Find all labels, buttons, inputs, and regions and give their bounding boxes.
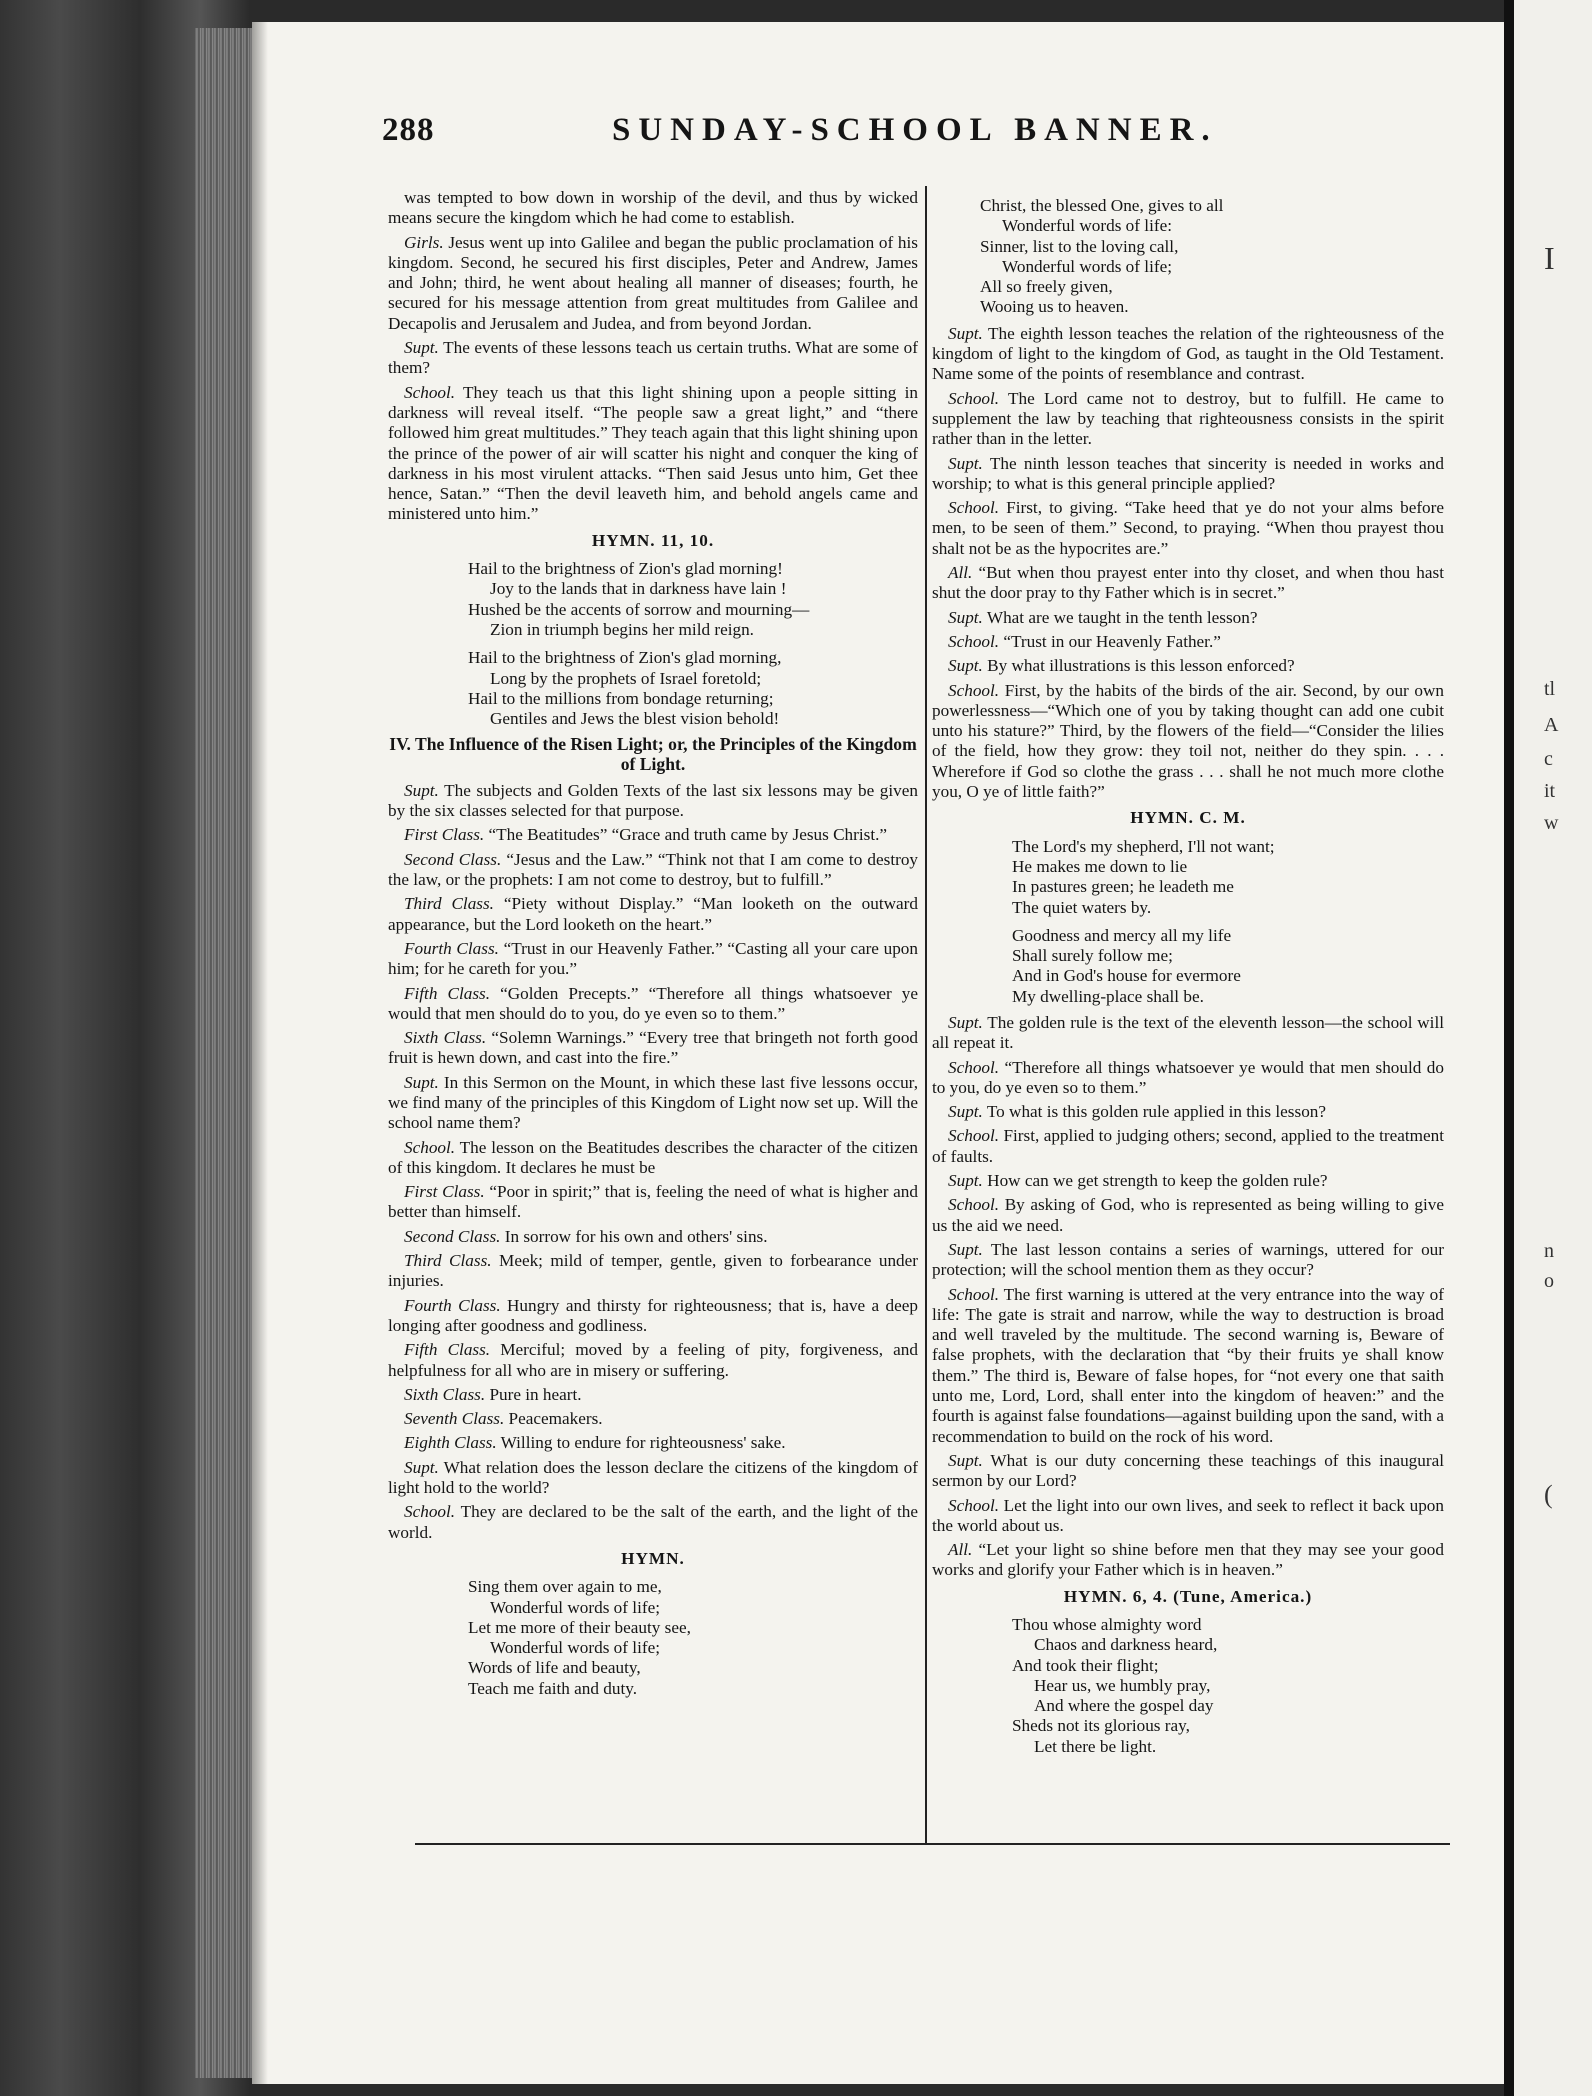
speaker-label: Fifth Class. [404,1340,491,1360]
paragraph-text: The first warning is uttered at the very entrance into the way of life: The gate is strait and narrow, while the way to destruction is broad and well traveled by the multitude. The second warning is, Beware of false prophets, with the declaration that “by their fruits ye shall know them.” The third is, Beware of false hopes, for “not every one that saith unto me, Lord, Lord, shall enter into the kingdom of heaven:” and the fourth is against false foundations—against building upon the sand, with a recommendation to build on the rock of his word. [932,1284,1444,1446]
hymn-line: Christ, the blessed One, gives to all [980,196,1224,215]
speaker-label: School. [948,1495,1000,1515]
dialogue-paragraph [932,1013,1444,1054]
dialogue-paragraph [388,1227,918,1247]
dialogue-paragraph [388,1433,918,1453]
hymn-title: HYMN. 6, 4. (Tune, America.) [1063,1586,1313,1606]
hymn-line: Goodness and mercy all my life [1012,925,1232,945]
speaker-label: School. [948,498,1000,518]
column-divider [925,186,927,1844]
hymn-verse [932,196,1444,318]
speaker-label: School. [948,388,1000,408]
hymn-verse [388,559,918,640]
paragraph-text: The eighth lesson teaches the relation of the righteousness of the kingdom of light to the kingdom of God, as taught in the Old Testament. Name some of the points of resemblance and contrast. [932,323,1444,384]
hymn-line: All so freely given, [980,277,1113,297]
hymn-line: The Lord's my shepherd, I'll not want; [1012,836,1275,856]
dialogue-paragraph [932,1058,1444,1099]
hymn-line: And in God's house for evermore [1012,966,1241,986]
speaker-label: School. [948,1057,1000,1077]
speaker-label: First Class. [404,1182,485,1202]
dialogue-paragraph [388,1409,918,1429]
paragraph-text: was tempted to bow down in worship of the devil, and thus by wicked means secure the kingdom which he had come to establish. [388,188,918,228]
dialogue-paragraph [932,389,1444,450]
speaker-label: Supt. [948,1012,983,1032]
dialogue-paragraph [388,939,918,980]
paragraph-text: They teach us that this light shining upon a people sitting in darkness will reveal itself. “The people saw a great light,” and “there followed him great multitudes.” They teach again that this light shining upon the prince of the power of air will scatter his night and conquer the king of darkness in his most virulent attacks. “Then said Jesus unto him, Get thee hence, Satan.” “Then the devil leaveth him, and behold angels came and ministered unto him.” [388,382,918,524]
speaker-label: Fourth Class. [404,1295,501,1315]
facing-page-fragment: A [1544,714,1559,736]
speaker-label: Third Class. [404,1251,492,1271]
facing-page-fragment: w [1544,812,1559,834]
paragraph-text: “Poor in spirit;” that is, feeling the need of what is higher and better than himself. [388,1182,918,1222]
speaker-label: Supt. [404,780,439,800]
dialogue-paragraph [388,850,918,891]
paragraph-text: Merciful; moved by a feeling of pity, forgiveness, and helpfulness for all who are in misery or suffering. [388,1340,918,1380]
paragraph-text: What relation does the lesson declare the citizens of the kingdom of light hold to the world? [388,1457,918,1498]
dialogue-paragraph [388,338,918,379]
hymn-line: Let me more of their beauty see, [468,1617,691,1637]
speaker-label: School. [948,1284,1000,1304]
paragraph-text: By what illustrations is this lesson enforced? [982,656,1295,676]
dialogue-paragraph [388,188,918,229]
hymn-line: Wooing us to heaven. [980,297,1129,317]
paragraph-text: “Golden Precepts.” “Therefore all things whatsoever ye would that men should do to you, do ye even so to them.” [388,983,918,1023]
paragraph-text: Meek; mild of temper, gentle, given to forbearance under injuries. [388,1251,918,1291]
facing-page-fragment: tl [1544,678,1556,700]
speaker-label: Supt. [948,1102,983,1122]
speaker-label: Sixth Class. [404,1028,487,1048]
paragraph-text: The events of these lessons teach us certain truths. What are some of them? [388,338,918,378]
dialogue-paragraph [932,1451,1444,1492]
facing-page-fragment: n [1544,1240,1554,1262]
paragraph-text: The subjects and Golden Texts of the last six lessons may be given by the six classes selected for that purpose. [388,780,918,821]
page-title: SUNDAY-SCHOOL BANNER. [612,112,1218,148]
paragraph-text: The ninth lesson teaches that sincerity is needed in works and worship; to what is this general principle applied? [932,453,1444,493]
hymn-verse [932,1615,1444,1757]
dialogue-paragraph [932,324,1444,385]
dialogue-paragraph [932,1496,1444,1537]
facing-page-fragment: it [1544,780,1556,802]
dialogue-paragraph [388,1296,918,1337]
paragraph-text: “Trust in our Heavenly Father.” “Casting all your care upon him; for he careth for you.” [388,938,918,979]
speaker-label: Supt. [948,1171,983,1191]
hymn-title: HYMN. [621,1548,685,1568]
speaker-label: Fifth Class. [404,983,491,1003]
dialogue-paragraph [388,1028,918,1069]
dialogue-paragraph [388,1385,918,1405]
dialogue-paragraph [932,1126,1444,1167]
dialogue-paragraph [932,656,1444,676]
hymn-line: He makes me down to lie [1012,856,1188,876]
paragraph-text: The Lord came not to destroy, but to fulfill. He came to supplement the law by teaching that righteousness consists in the spirit rather than in the letter. [932,388,1444,449]
paragraph-text: They are declared to be the salt of the earth, and the light of the world. [388,1502,918,1542]
paragraph-text: “Trust in our Heavenly Father.” [999,631,1221,651]
paragraph-text: The lesson on the Beatitudes describes the character of the citizen of this kingdom. It declares he must be [388,1137,918,1177]
speaker-label: Supt. [948,656,983,676]
hymn-line: In pastures green; he leadeth me [1012,877,1234,897]
dialogue-paragraph [932,1285,1444,1447]
hymn-verse [932,837,1444,918]
paragraph-text: “Therefore all things whatsoever ye would that men should do to you, do ye even so to them.” [932,1057,1444,1097]
facing-page-edge [1504,0,1592,2096]
dialogue-paragraph [388,1073,918,1134]
dialogue-paragraph [932,454,1444,495]
speaker-label: Supt. [404,1072,439,1092]
paragraph-text: The golden rule is the text of the eleventh lesson—the school will all repeat it. [932,1012,1444,1053]
hymn-line: Wonderful words of life; [1002,256,1172,276]
hymn-line: Wonderful words of life; [490,1597,660,1617]
dialogue-paragraph [932,1102,1444,1122]
dialogue-paragraph [388,1502,918,1543]
speaker-label: Fourth Class. [404,938,499,958]
dialogue-paragraph [932,1195,1444,1236]
left-column [388,188,918,1705]
hymn-title: HYMN. C. M. [1130,808,1246,828]
paragraph-text: “But when thou prayest enter into thy closet, and when thou hast shut the door pray to thy Father which is in secret.” [932,563,1444,603]
hymn-verse [388,648,918,729]
speaker-label: Supt. [948,1450,983,1470]
hymn-line: Joy to the lands that in darkness have lain ! [490,579,787,599]
paragraph-text: “Piety without Display.” “Man looketh on the outward appearance, but the Lord looketh on the heart.” [388,894,918,934]
hymn-line: Let there be light. [1034,1736,1157,1756]
paragraph-text: First, applied to judging others; second, applied to the treatment of faults. [932,1126,1444,1166]
hymn-line: Gentiles and Jews the blest vision behold! [490,709,780,729]
paragraph-text: The last lesson contains a series of warnings, uttered for our protection; will the school mention them as they occur? [932,1239,1444,1280]
paragraph-text: In this Sermon on the Mount, in which these last five lessons occur, we find many of the principles of this Kingdom of Light now set up. Will the school name them? [388,1072,918,1133]
hymn-verse [932,926,1444,1007]
hymn-line: Sing them over again to me, [468,1577,662,1597]
speaker-label: School. [404,1502,456,1522]
speaker-label: Seventh Class. [404,1409,505,1429]
running-head [382,112,1462,162]
dialogue-paragraph [932,608,1444,628]
dialogue-paragraph [388,1182,918,1223]
paragraph-text: Willing to endure for righteousness' sake. [496,1433,786,1453]
gutter-shadow [252,22,268,2084]
speaker-label: Supt. [404,1457,439,1477]
speaker-label: Supt. [948,323,983,343]
dialogue-paragraph [388,1138,918,1179]
dialogue-paragraph [388,383,918,525]
page-number: 288 [382,112,435,148]
hymn-line: Hear us, we humbly pray, [1034,1675,1211,1695]
speaker-label: All. [948,1540,973,1560]
hymn-line: Words of life and beauty, [468,1658,641,1678]
hymn-line: Shall surely follow me; [1012,946,1173,966]
dialogue-paragraph [932,632,1444,652]
hymn-line: The quiet waters by. [1012,897,1152,917]
dialogue-paragraph [932,563,1444,604]
speaker-label: School. [948,680,1000,700]
hymn-line: Wonderful words of life; [490,1638,660,1658]
dialogue-paragraph [388,894,918,935]
dialogue-paragraph [388,1340,918,1381]
hymn-line: Teach me faith and duty. [468,1678,638,1698]
speaker-label: Sixth Class. [404,1384,486,1404]
dialogue-paragraph [388,825,918,845]
speaker-label: Supt. [948,1239,983,1259]
dialogue-paragraph [388,1251,918,1292]
dialogue-paragraph [388,233,918,334]
speaker-label: First Class. [404,825,485,845]
speaker-label: School. [948,1126,1000,1146]
hymn-line: And took their flight; [1012,1655,1159,1675]
hymn-line: Hail to the brightness of Zion's glad morning! [468,559,783,579]
dialogue-paragraph [932,498,1444,559]
speaker-label: School. [404,1137,456,1157]
hymn-line: Zion in triumph begins her mild reign. [490,619,754,639]
section-heading: IV. The Influence of the Risen Light; or, the Principles of the Kingdom of Light. [389,734,917,775]
speaker-label: Girls. [404,232,444,252]
bottom-rule [415,1843,1450,1845]
paragraph-text: Peacemakers. [504,1409,603,1429]
paragraph-text: What are we taught in the tenth lesson? [982,607,1258,627]
paragraph-text: By asking of God, who is represented as being willing to give us the aid we need. [932,1195,1444,1235]
paragraph-text: Jesus went up into Galilee and began the public proclamation of his kingdom. Second, he secured his first disciples, Peter and Andrew, James and John; third, he went about healing all manner of diseases; fourth, he secured for his message attention from great multitudes from Galilee and Decapolis and Jerusalem and Judea, and from beyond Jordan. [388,232,918,333]
hymn-line: My dwelling-place shall be. [1012,986,1204,1006]
speaker-label: Supt. [948,453,983,473]
speaker-label: Eighth Class. [404,1433,497,1453]
hymn-line: Sinner, list to the loving call, [980,236,1179,256]
hymn-line: Wonderful words of life: [1002,216,1172,236]
hymn-verse [388,1577,918,1699]
right-column [932,188,1444,1763]
hymn-line: Chaos and darkness heard, [1034,1635,1218,1655]
paragraph-text: “Jesus and the Law.” “Think not that I am come to destroy the law, or the prophets: I am not come to destroy, but to fulfill.” [388,849,919,890]
dialogue-paragraph [932,681,1444,803]
hymn-line: Long by the prophets of Israel foretold; [490,668,762,688]
dialogue-paragraph [932,1540,1444,1581]
paragraph-text: First, to giving. “Take heed that ye do not your alms before men, to be seen of them.” Second, to praying. “When thou prayest thou shalt not be as the hypocrites are.” [932,498,1444,558]
speaker-label: Second Class. [404,849,502,869]
hymn-line: Hushed be the accents of sorrow and mourning— [468,599,810,619]
book-fore-edge [195,28,255,2078]
facing-page-fragment: c [1544,748,1553,770]
paragraph-text: What is our duty concerning these teachings of this inaugural sermon by our Lord? [932,1450,1444,1491]
paragraph-text: In sorrow for his own and others' sins. [500,1226,768,1246]
speaker-label: Supt. [404,338,439,358]
speaker-label: School. [948,631,1000,651]
paragraph-text: “Let your light so shine before men that they may see your good works and glorify your Father which is in heaven.” [932,1540,1444,1580]
speaker-label: Second Class. [404,1226,501,1246]
dialogue-paragraph [388,984,918,1025]
dialogue-paragraph [388,1458,918,1499]
hymn-line: And where the gospel day [1034,1696,1214,1716]
paragraph-text: Pure in heart. [485,1384,582,1404]
speaker-label: Supt. [948,607,983,627]
facing-page-fragment: o [1544,1270,1554,1292]
hymn-line: Hail to the brightness of Zion's glad morning, [468,648,782,668]
facing-page-fragment: I [1544,240,1555,276]
hymn-line: Sheds not its glorious ray, [1012,1716,1190,1736]
paragraph-text: “Solemn Warnings.” “Every tree that bringeth not forth good fruit is hewn down, and cast into the fire.” [388,1028,919,1068]
paragraph-text: “The Beatitudes” “Grace and truth came by Jesus Christ.” [484,825,888,845]
speaker-label: All. [948,563,973,583]
dialogue-paragraph [932,1240,1444,1281]
speaker-label: School. [948,1195,1000,1215]
hymn-line: Hail to the millions from bondage returning; [468,688,774,708]
dialogue-paragraph [932,1171,1444,1191]
paragraph-text: First, by the habits of the birds of the air. Second, by our own powerlessness—“Which one of you by taking thought can add one cubit unto his stature?” Third, by the flowers of the field—“Consider the lilies of the field, how they grow: they toil not, neither do they spin. . . . Wherefore if God so clothe the grass . . . shall he not much more clothe you, O ye of little faith?” [932,680,1444,802]
paragraph-text: Hungry and thirsty for righteousness; that is, have a deep longing after goodness and godliness. [388,1295,918,1335]
paragraph-text: How can we get strength to keep the golden rule? [982,1171,1328,1191]
hymn-line: Thou whose almighty word [1012,1615,1202,1634]
dialogue-paragraph [388,781,918,822]
speaker-label: Third Class. [404,894,494,914]
paragraph-text: To what is this golden rule applied in this lesson? [982,1102,1327,1122]
paragraph-text: Let the light into our own lives, and seek to reflect it back upon the world about us. [932,1495,1444,1535]
speaker-label: School. [404,382,456,402]
hymn-title: HYMN. 11, 10. [591,530,715,550]
facing-page-fragment: ( [1544,1480,1553,1509]
